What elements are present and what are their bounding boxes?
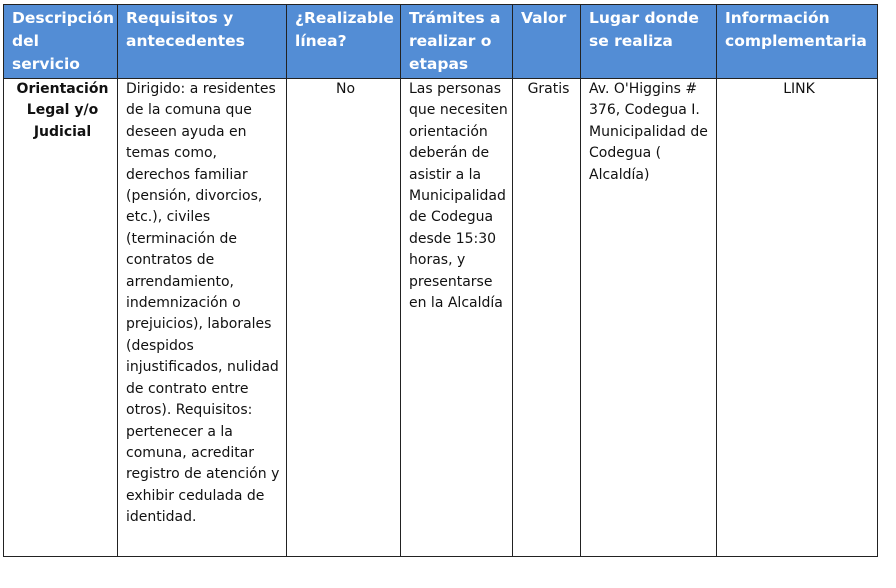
info-link-cell[interactable] xyxy=(717,79,878,557)
header-requisites: Requisitos y antecedentes xyxy=(118,5,287,79)
info-link[interactable]: LINK xyxy=(783,81,815,97)
header-description: Descripción del servicio xyxy=(4,5,118,79)
header-place: Lugar donde se realiza xyxy=(581,5,717,79)
table-row xyxy=(4,79,878,557)
place-cell: Av. O'Higgins # 376, Codegua I. Municipalidad de Codegua ( Alcaldía) xyxy=(581,79,717,557)
header-steps: Trámites a realizar o etapas xyxy=(401,5,513,79)
header-price: Valor xyxy=(513,5,581,79)
price-cell: Gratis xyxy=(513,79,581,557)
service-name-cell: Orientación Legal y/o Judicial xyxy=(4,79,118,557)
services-table xyxy=(3,4,878,557)
header-info: Información complementaria xyxy=(717,5,878,79)
requisites-cell: Dirigido: a residentes de la comuna que deseen ayuda en temas como, derechos familiar (pensión, divorcios, etc.), civiles (terminación de contratos de arrendamiento, indemnización o prejuicios), laborales (despidos injustificados, nulidad de contrato entre otros). Requisitos: pertenecer a la comuna, acreditar registro de atención y exhibir cedulada de identidad. xyxy=(118,79,287,557)
header-online: ¿Realizable línea? xyxy=(287,5,401,79)
online-cell: No xyxy=(287,79,401,557)
steps-cell: Las personas que necesiten orientación deberán de asistir a la Municipalidad de Codegua desde 15:30 horas, y presentarse en la Alcaldía xyxy=(401,79,513,557)
header-row xyxy=(4,5,878,79)
